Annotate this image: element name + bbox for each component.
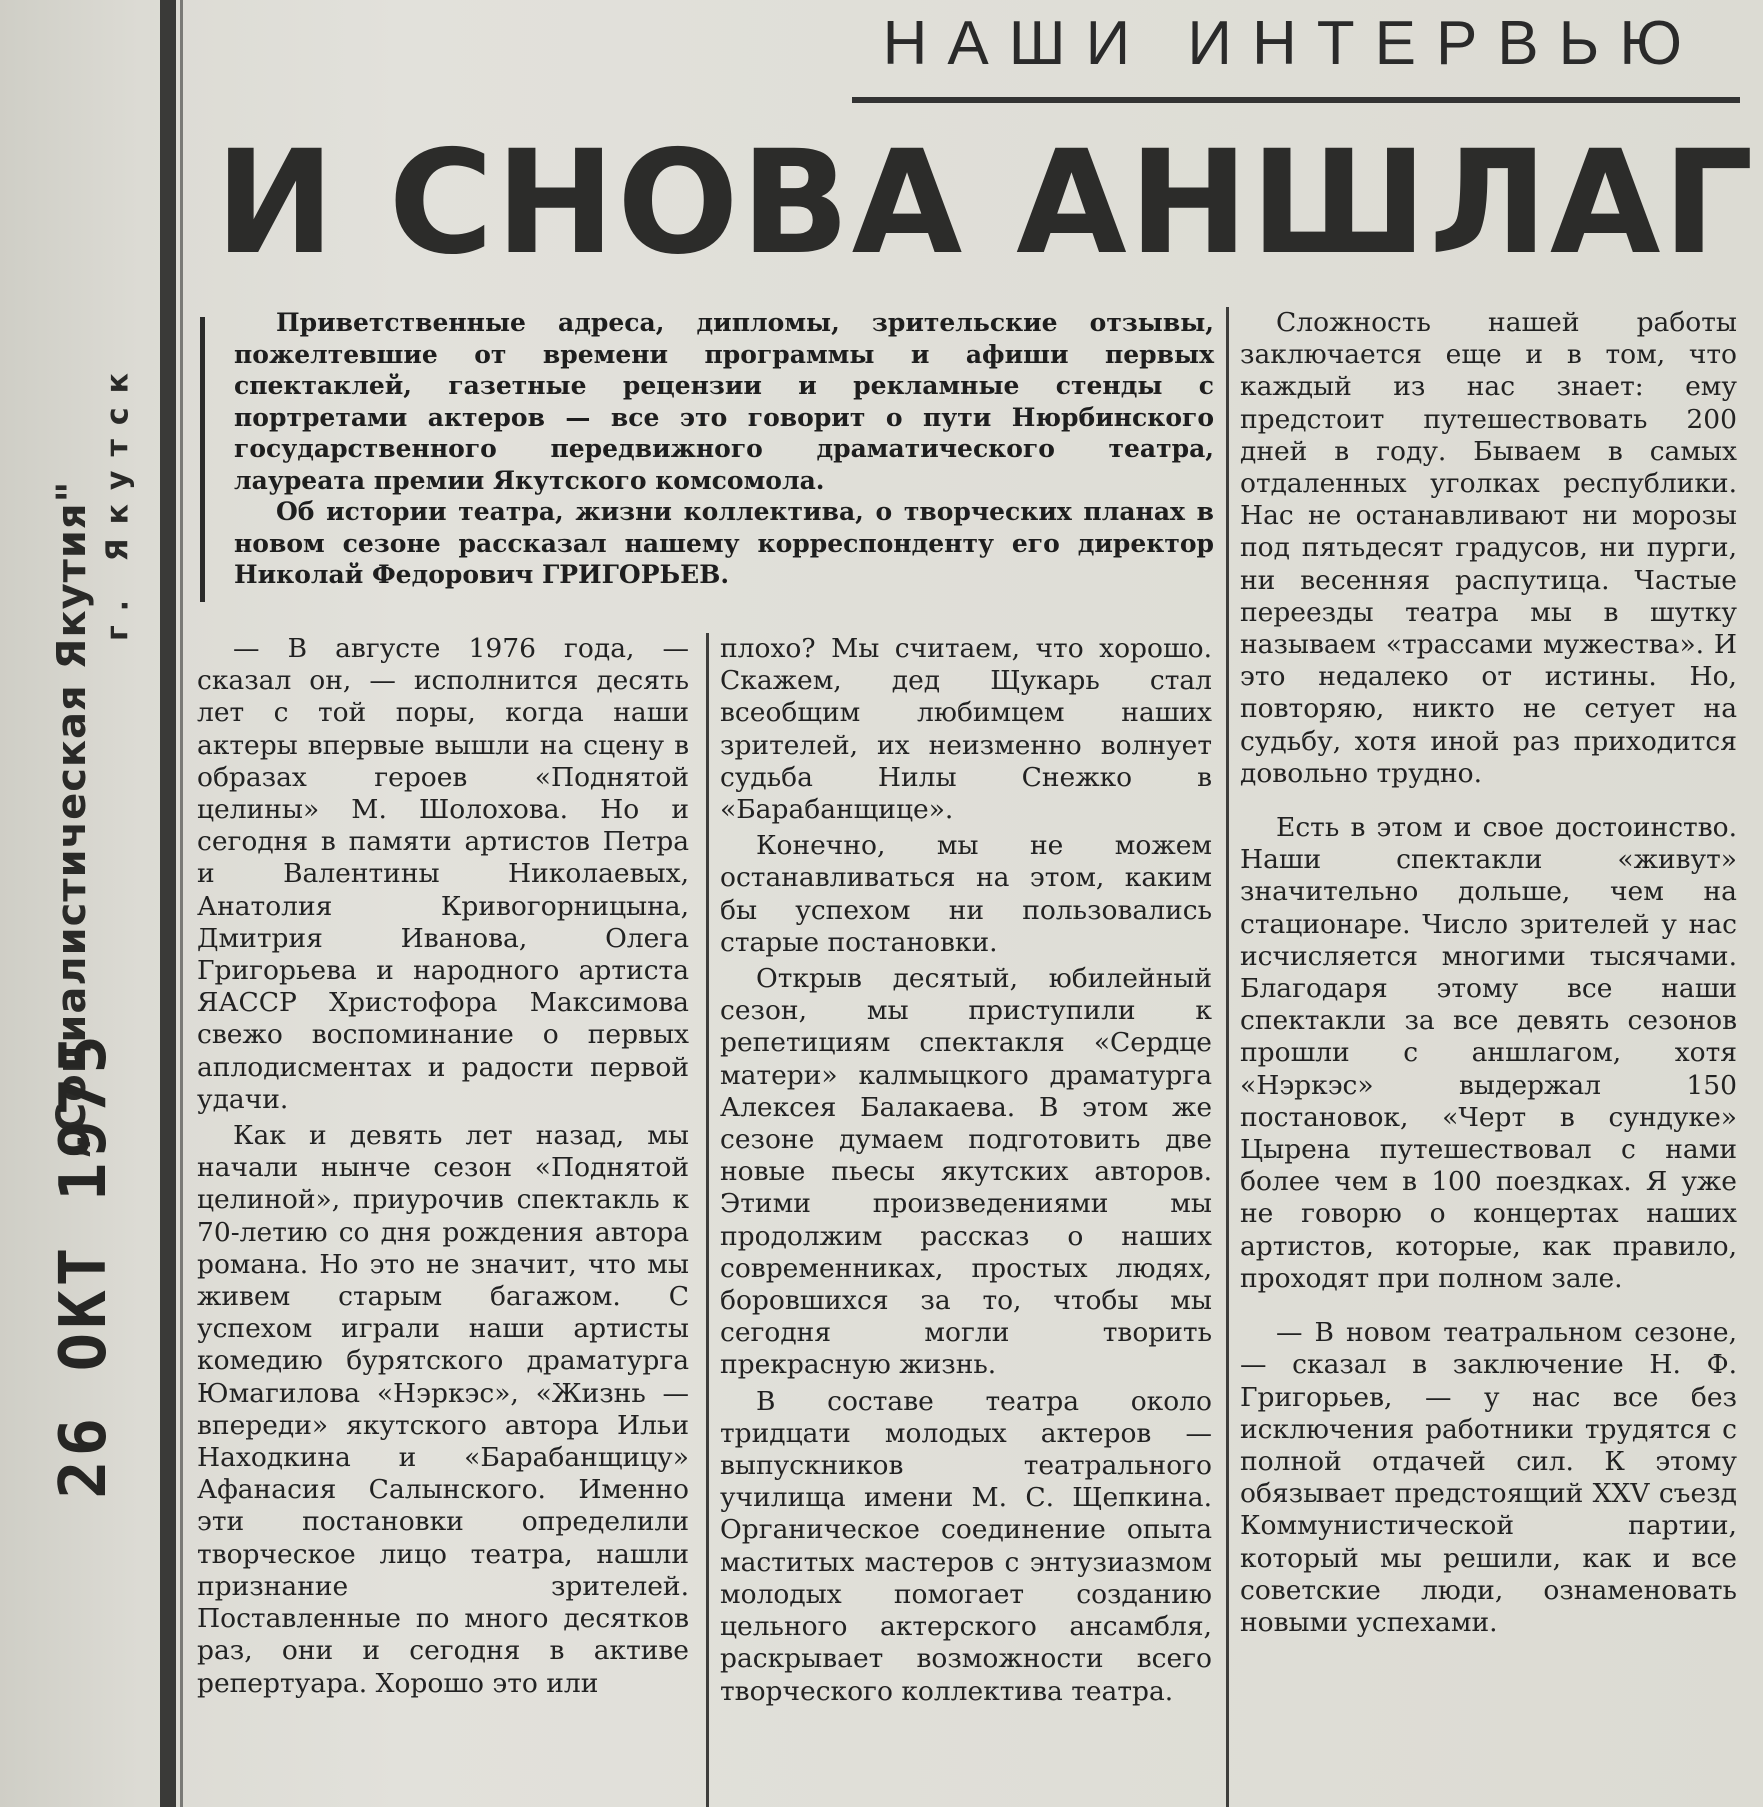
paragraph: Конечно, мы не можем останавливаться на этом, каким бы успехом ни пользовались старые постановки. bbox=[720, 830, 1212, 958]
article-lead bbox=[234, 307, 1214, 591]
rubric-underline bbox=[852, 97, 1740, 103]
paragraph: — В новом театральном сезоне, — сказал в заключение Н. Ф. Григорьев, — у нас все без исключения работники трудятся с полной отдачей сил. К этому обязывает предстоящий XXV съезд Коммунистической партии, который мы решили, как и все советские люди, ознаменовать новыми успехами. bbox=[1240, 1317, 1737, 1638]
article-column-2 bbox=[720, 633, 1212, 1708]
paragraph: В составе театра около тридцати молодых актеров — выпускников театрального училища имени М. С. Щепкина. Органическое соединение опыта маститых мастеров с энтузиазмом молодых помогает созданию цельного актерского ансамбля, раскрывает возможности всего творческого коллектива театра. bbox=[720, 1385, 1212, 1707]
rubric-heading: НАШИ ИНТЕРВЬЮ bbox=[882, 9, 1702, 78]
lead-paragraph: Приветственные адреса, дипломы, зрительские отзывы, пожелтевшие от времени программы и афиши первых спектаклей, газетные рецензии и рекламные стенды с портретами актеров — все это говорит о пути Нюрбинского государственного передвижного драматического театра, лауреата премии Якутского комсомола. bbox=[234, 308, 1214, 495]
city-stamp: г. Якутск bbox=[100, 358, 136, 642]
margin-rule-thin bbox=[180, 0, 183, 1807]
column-divider bbox=[1226, 307, 1229, 1807]
article-headline: И СНОВА АНШЛАГ bbox=[215, 119, 1756, 286]
paragraph: Открыв десятый, юбилейный сезон, мы приступили к репетициям спектакля «Сердце матери» калмыцкого драматурга Алексея Балакаева. В этом же сезоне думаем подготовить две новые пьесы якутских авторов. Этими произведениями мы продолжим рассказ о наших современниках, простых людях, боровшихся за то, чтобы мы сегодня могли творить прекрасную жизнь. bbox=[720, 963, 1212, 1381]
article-column-1 bbox=[197, 633, 689, 1700]
paragraph: — В августе 1976 года, — сказал он, — исполнится десять лет с той поры, когда наши актеры впервые вышли на сцену в образах героев «Поднятой целины» М. Шолохова. Но и сегодня в памяти артистов Петра и Валентины Николаевых, Анатолия Кривогорницына, Дмитрия Иванова, Олега Григорьева и народного артиста ЯАССР Христофора Максимова свежо воспоминание о первых аплодисментах и радости первой удачи. bbox=[197, 633, 689, 1115]
date-stamp: 26 ОКТ 1975 bbox=[47, 1031, 121, 1499]
paragraph: Есть в этом и свое достоинство. Наши спектакли «живут» значительно дольше, чем на стационаре. Число зрителей у нас исчисляется многими тысячами. Благодаря этому все наши спектакли за все девять сезонов прошли с аншлагом, хотя «Нэркэс» выдержал 150 постановок, «Черт в сундуке» Цырена путешествовал с нами более чем в 100 поездках. Я уже не говорю о концертах наших артистов, которые, как правило, проходят при полном зале. bbox=[1240, 812, 1737, 1294]
newspaper-name-stamp: „Социалистическая Якутия" bbox=[49, 480, 95, 1160]
paragraph: плохо? Мы считаем, что хорошо. Скажем, дед Щукарь стал всеобщим любимцем наших зрителей, их неизменно волнует судьба Нилы Снежко в «Барабанщице». bbox=[720, 633, 1212, 826]
paragraph: Как и девять лет назад, мы начали нынче сезон «Поднятой целиной», приурочив спектакль к 70-летию со дня рождения автора романа. Но это не значит, что мы живем старым багажом. С успехом играли наши артисты комедию бурятского драматурга Юмагилова «Нэркэс», «Жизнь — впереди» якутского автора Ильи Находкина и «Барабанщицу» Афанасия Салынского. Именно эти постановки определили творческое лицо театра, нашли признание зрителей. Поставленные по много десятков раз, они и сегодня в активе репертуара. Хорошо это или bbox=[197, 1120, 689, 1699]
lead-paragraph: Об истории театра, жизни коллектива, о творческих планах в новом сезоне рассказал нашему корреспонденту его директор Николай Федорович ГРИГОРЬЕВ. bbox=[234, 497, 1214, 589]
column-divider bbox=[706, 633, 709, 1807]
lead-side-bar bbox=[200, 317, 205, 602]
margin-rule bbox=[160, 0, 176, 1807]
paragraph: Сложность нашей работы заключается еще и в том, что каждый из нас знает: ему предстоит путешествовать 200 дней в году. Бываем в самых отдаленных уголках республики. Нас не останавливают ни морозы под пятьдесят градусов, ни пурги, ни весенняя распутица. Частые переезды театра мы в шутку называем «трассами мужества». И это недалеко от истины. Но, повторяю, никто не сетует на судьбу, хотя иной раз приходится довольно трудно. bbox=[1240, 307, 1737, 789]
article-column-3 bbox=[1240, 307, 1737, 1639]
